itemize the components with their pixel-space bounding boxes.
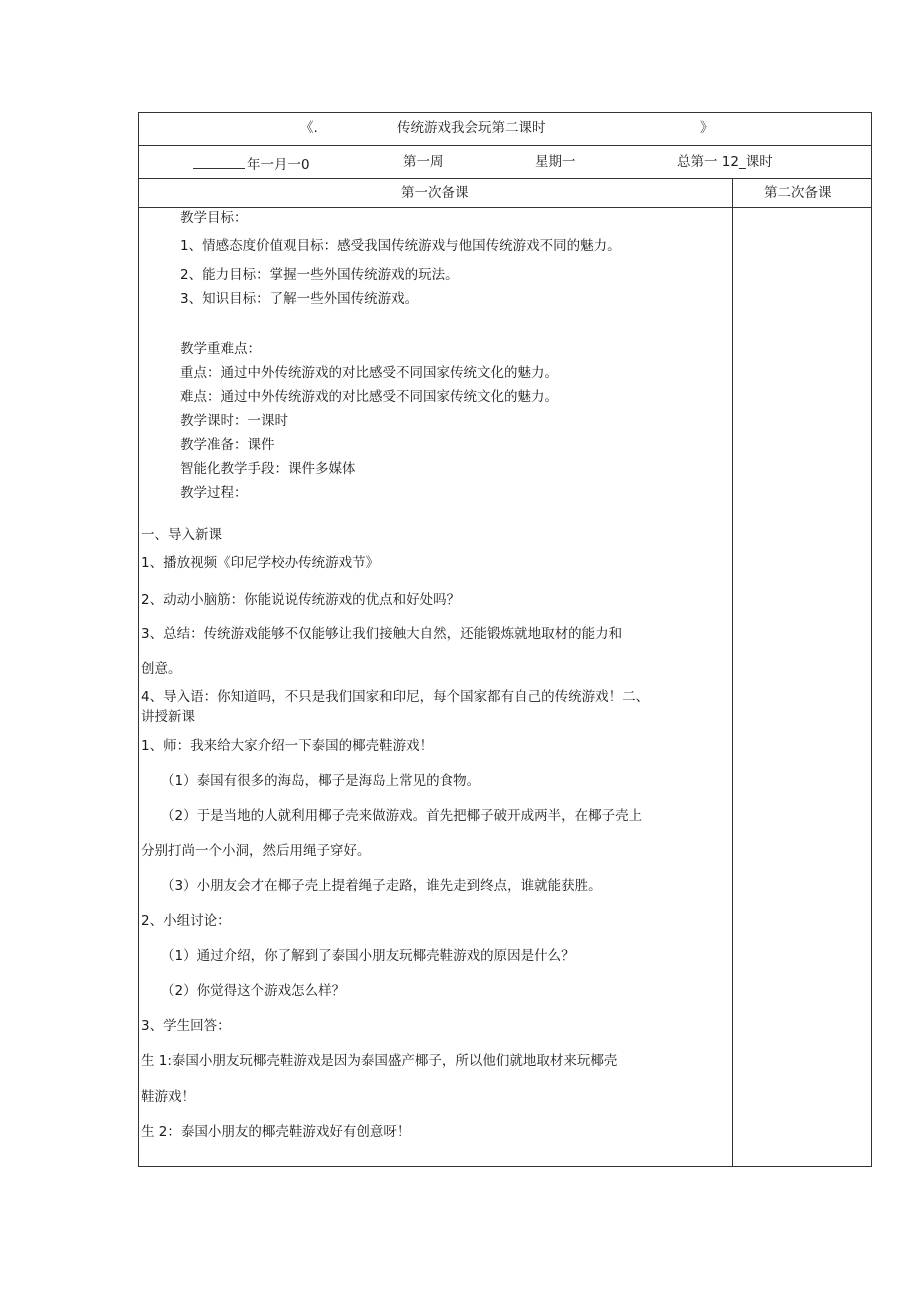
date-text: 年一月一0 (247, 157, 310, 173)
total-lessons-field: 总第一 12_课时 (677, 154, 773, 170)
content-line: 难点：通过中外传统游戏的对比感受不同国家传统文化的魅力。 (180, 389, 558, 405)
content-line: 3、学生回答： (141, 1018, 231, 1034)
date-field (193, 156, 310, 173)
content-line: 生 1:泰国小朋友玩椰壳鞋游戏是因为泰国盛产椰子，所以他们就地取材来玩椰壳 (141, 1053, 618, 1069)
week-field: 第一周 (403, 154, 444, 170)
column-header-row (139, 179, 871, 208)
content-line: 1、情感态度价值观目标：感受我国传统游戏与他国传统游戏不同的魅力。 (180, 238, 621, 254)
content-line: 创意。 (141, 661, 182, 677)
content-line: 3、总结：传统游戏能够不仅能够让我们接触大自然，还能锻炼就地取材的能力和 (141, 626, 623, 642)
content-line: （2）于是当地的人就利用椰子壳来做游戏。首先把椰子破开成两半，在椰子壳上 (161, 808, 643, 824)
content-line: 教学重难点： (180, 341, 261, 357)
lesson-plan-table (138, 112, 872, 1167)
content-line: （1）通过介绍，你了解到了泰国小朋友玩椰壳鞋游戏的原因是什么？ (161, 948, 575, 964)
content-line: 重点：通过中外传统游戏的对比感受不同国家传统文化的魅力。 (180, 365, 558, 381)
content-line: （1）泰国有很多的海岛，椰子是海岛上常见的食物。 (161, 773, 481, 789)
content-line: 2、动动小脑筋：你能说说传统游戏的优点和好处吗？ (141, 592, 461, 608)
content-line: （3）小朋友会才在椰子壳上提着绳子走路，谁先走到终点，谁就能获胜。 (161, 878, 602, 894)
content-line: 1、播放视频《印尼学校办传统游戏节》 (141, 555, 380, 571)
title-row (139, 113, 871, 146)
lesson-title: 传统游戏我会玩第二课时 (397, 120, 546, 136)
second-prep-header: 第二次备课 (764, 185, 832, 201)
content-line: 2、小组讨论： (141, 913, 231, 929)
content-line: 教学过程： (180, 485, 248, 501)
content-line: 教学课时：一课时 (180, 413, 288, 429)
content-line: 2、能力目标：掌握一些外国传统游戏的玩法。 (180, 267, 459, 283)
content-line: 一、导入新课 (141, 527, 222, 543)
content-line: 1、师：我来给大家介绍一下泰国的椰壳鞋游戏！ (141, 738, 434, 754)
title-close-bracket: 》 (700, 120, 714, 136)
first-prep-header: 第一次备课 (401, 185, 469, 201)
content-line: 4、导入语：你知道吗，不只是我们国家和印尼，每个国家都有自己的传统游戏！二、 (141, 689, 650, 705)
date-row (139, 146, 871, 179)
content-line: 分别打尚一个小洞，然后用绳子穿好。 (141, 843, 371, 859)
content-line: 智能化教学手段：课件多媒体 (180, 461, 356, 477)
content-line: 鞋游戏！ (141, 1089, 195, 1105)
title-open-bracket: 《. (300, 120, 318, 136)
weekday-field: 星期一 (535, 154, 576, 170)
content-line: （2）你觉得这个游戏怎么样？ (161, 983, 346, 999)
content-line: 讲授新课 (141, 709, 195, 725)
column-divider (732, 179, 733, 1166)
content-line: 3、知识目标：了解一些外国传统游戏。 (180, 291, 419, 307)
date-blank (193, 156, 245, 169)
content-line: 教学准备：课件 (180, 437, 275, 453)
content-line: 教学目标： (180, 210, 248, 226)
content-line: 生 2：泰国小朋友的椰壳鞋游戏好有创意呀！ (141, 1124, 411, 1140)
